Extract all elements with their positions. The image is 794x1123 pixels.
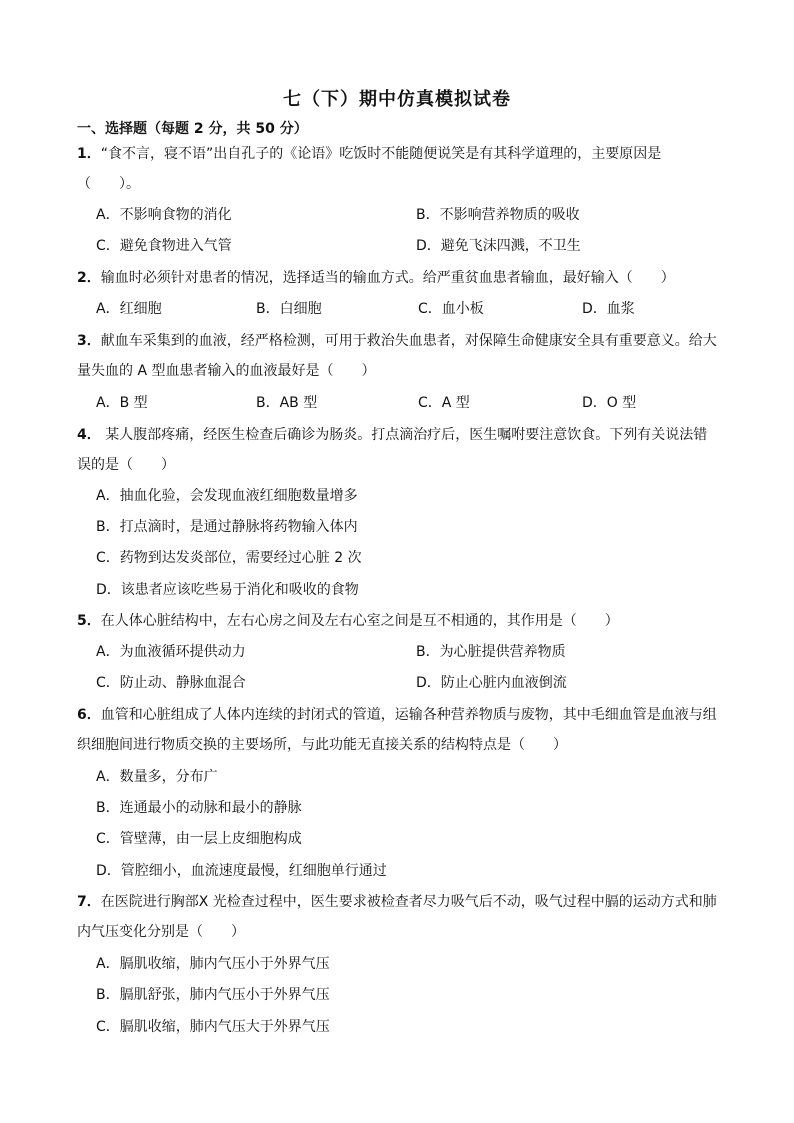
- option-c[interactable]: C．管壁薄，由一层上皮细胞构成: [96, 831, 302, 847]
- question-number: 7．: [77, 894, 101, 910]
- option-b[interactable]: B．为心脏提供营养物质: [416, 644, 566, 660]
- question-number: 4．: [77, 427, 101, 443]
- question-3-line-2: 量失血的 A 型血患者输入的血液最好是（ ）: [77, 363, 376, 379]
- option-b[interactable]: B．打点滴时，是通过静脉将药物输入体内: [96, 519, 358, 535]
- question-text: “食不言，寝不语”出自孔子的《论语》吃饭时不能随便说笑是有其科学道理的，主要原因是: [100, 146, 662, 162]
- question-number: 6．: [77, 707, 101, 723]
- option-c[interactable]: C．药物到达发炎部位，需要经过心脏 2 次: [96, 550, 362, 566]
- question-number: 2．: [77, 270, 101, 286]
- question-7-line-1: [77, 892, 757, 912]
- question-text: 输血时必须针对患者的情况，选择适当的输血方式。给严重贫血患者输血，最好输入（ ）: [100, 270, 675, 286]
- question-number: 5．: [77, 613, 101, 629]
- option-d[interactable]: D．防止心脏内血液倒流: [416, 675, 567, 691]
- question-number: 1．: [77, 146, 101, 162]
- section-heading: 一、选择题（每题 2 分，共 50 分）: [77, 121, 308, 137]
- question-text: 血管和心脏组成了人体内连续的封闭式的管道，运输各种营养物质与废物，其中毛细血管是血液与组: [100, 707, 717, 723]
- option-a[interactable]: A．B 型: [96, 395, 148, 411]
- option-d[interactable]: D．血浆: [582, 301, 635, 317]
- option-a[interactable]: A．抽血化验，会发现血液红细胞数量增多: [96, 488, 358, 504]
- question-6-line-2: 织细胞间进行物质交换的主要场所，与此功能无直接关系的结构特点是（ ）: [77, 737, 567, 753]
- option-d[interactable]: D．管腔细小，血流速度最慢，红细胞单行通过: [96, 863, 387, 879]
- question-7-line-2: 内气压变化分别是（ ）: [77, 924, 245, 940]
- option-a[interactable]: A．红细胞: [96, 301, 162, 317]
- question-text: 献血车采集到的血液，经严格检测，可用于救治失血患者，对保障生命健康安全具有重要意义。给大: [100, 333, 717, 349]
- option-b[interactable]: B．AB 型: [256, 395, 318, 411]
- option-a[interactable]: A．膈肌收缩，肺内气压小于外界气压: [96, 956, 330, 972]
- option-b[interactable]: B．膈肌舒张，肺内气压小于外界气压: [96, 987, 330, 1003]
- option-b[interactable]: B．连通最小的动脉和最小的静脉: [96, 800, 302, 816]
- question-text: 在人体心脏结构中，左右心房之间及左右心室之间是互不相通的，其作用是（ ）: [100, 613, 619, 629]
- option-c[interactable]: C．防止动、静脉血混合: [96, 675, 246, 691]
- question-4-line-1: [77, 425, 757, 445]
- question-6-line-1: [77, 705, 757, 725]
- option-d[interactable]: D．该患者应该吃些易于消化和吸收的食物: [96, 582, 359, 598]
- question-2-line-1: [77, 268, 757, 288]
- option-c[interactable]: C．避免食物进入气管: [96, 238, 232, 254]
- option-c[interactable]: C．A 型: [418, 395, 470, 411]
- option-d[interactable]: D．O 型: [582, 395, 637, 411]
- question-text: 在医院进行胸部X 光检查过程中，医生要求被检查者尽力吸气后不动，吸气过程中膈的运动方式和肺: [100, 894, 717, 910]
- question-3-line-1: [77, 331, 757, 351]
- option-a[interactable]: A．不影响食物的消化: [96, 207, 232, 223]
- question-number: 3．: [77, 333, 101, 349]
- question-text: 某人腹部疼痛，经医生检查后确诊为肠炎。打点滴治疗后，医生嘱咐要注意饮食。下列有关说法错: [100, 427, 708, 443]
- exam-title: 七（下）期中仿真模拟试卷: [283, 89, 511, 110]
- question-1-line-2: （ ）。: [77, 176, 140, 192]
- option-b[interactable]: B．不影响营养物质的吸收: [416, 207, 580, 223]
- option-a[interactable]: A．为血液循环提供动力: [96, 644, 246, 660]
- option-a[interactable]: A．数量多，分布广: [96, 769, 218, 785]
- question-4-line-2: 误的是（ ）: [77, 457, 175, 473]
- option-d[interactable]: D．避免飞沫四溅，不卫生: [416, 238, 581, 254]
- option-c[interactable]: C．血小板: [418, 301, 484, 317]
- question-1-line-1: [77, 144, 757, 164]
- option-c[interactable]: C．膈肌收缩，肺内气压大于外界气压: [96, 1019, 330, 1035]
- option-b[interactable]: B．白细胞: [256, 301, 322, 317]
- question-5-line-1: [77, 611, 757, 631]
